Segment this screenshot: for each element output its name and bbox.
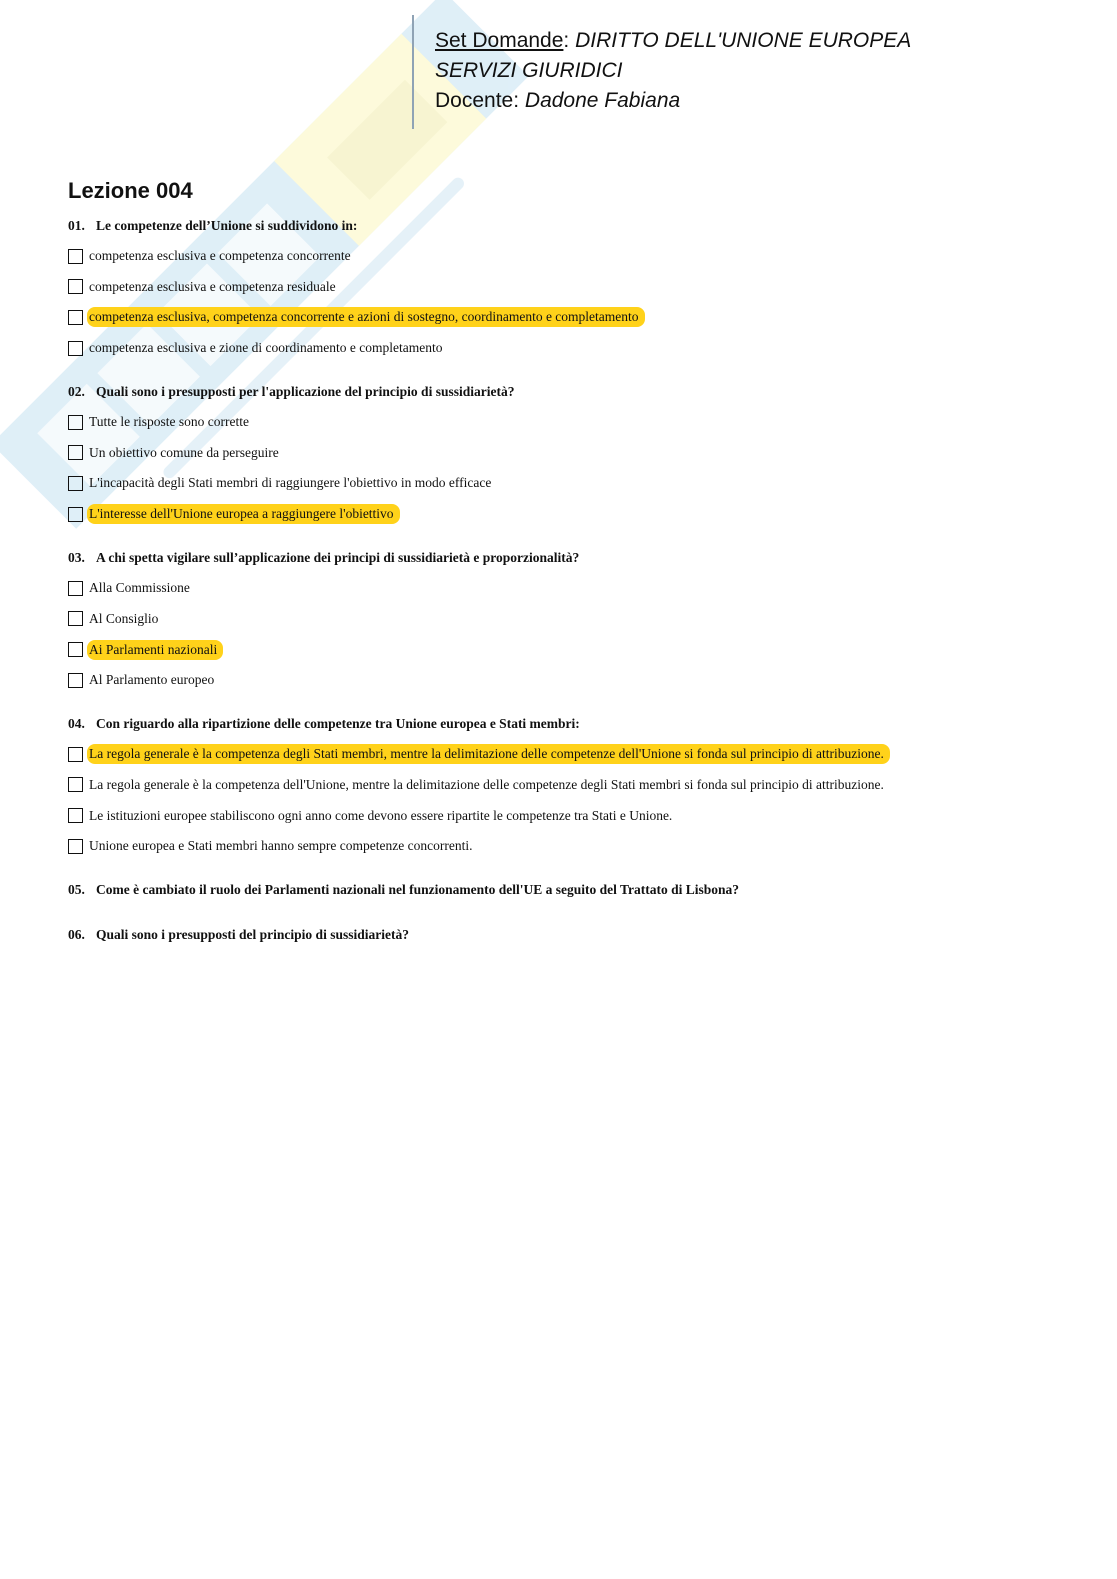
teacher-label: Docente:	[435, 89, 520, 112]
checkbox[interactable]	[68, 279, 83, 294]
question-text	[68, 382, 1068, 402]
checkbox[interactable]	[68, 415, 83, 430]
checkbox[interactable]	[68, 507, 83, 522]
answer-text: competenza esclusiva e competenza residuale	[89, 278, 336, 294]
question-label: Le competenze dell’Unione si suddividono in:	[96, 218, 358, 233]
checkbox[interactable]	[68, 249, 83, 264]
checkbox[interactable]	[68, 445, 83, 460]
answer-option[interactable]	[68, 504, 1068, 524]
answer-text: Al Consiglio	[89, 610, 159, 626]
answer-text: competenza esclusiva e competenza concorrente	[89, 248, 351, 263]
answer-option[interactable]	[68, 246, 1068, 266]
course: SERVIZI GIURIDICI	[435, 59, 623, 82]
question-text	[68, 714, 1068, 734]
answer-option[interactable]	[68, 578, 1068, 598]
answer-text: Al Parlamento europeo	[89, 672, 215, 688]
checkbox[interactable]	[68, 476, 83, 491]
highlighted-answer-text: L'interesse dell'Unione europea a raggiungere l'obiettivo	[87, 504, 400, 524]
question-number: 04.	[68, 716, 85, 732]
answer-option[interactable]	[68, 277, 1068, 297]
checkbox[interactable]	[68, 642, 83, 657]
highlighted-answer-text: La regola generale è la competenza degli Stati membri, mentre la delimitazione delle competenze dell'Unione si fonda sul principio di attribuzione.	[87, 744, 890, 764]
checkbox[interactable]	[68, 839, 83, 854]
question-text	[68, 925, 1068, 945]
question-list	[68, 216, 1068, 970]
lesson-title: Lezione 004	[68, 178, 193, 203]
set-label: Set Domande	[435, 29, 564, 52]
answer-text: L'incapacità degli Stati membri di raggiungere l'obiettivo in modo efficace	[89, 475, 492, 491]
question-label: Come è cambiato il ruolo dei Parlamenti nazionali nel funzionamento dell'UE a seguito del Trattato di Lisbona?	[96, 882, 739, 898]
highlighted-answer-text: Ai Parlamenti nazionali	[87, 640, 223, 660]
question-number: 02.	[68, 384, 85, 400]
document-header: Set Domande: DIRITTO DELL'UNIONE EUROPEA SERVIZI GIURIDICI Docente: Dadone Fabiana	[435, 29, 912, 112]
answer-text: competenza esclusiva e zione di coordinamento e completamento	[89, 340, 443, 356]
question-text	[68, 216, 1068, 236]
answer-option[interactable]	[68, 640, 1068, 660]
answer-option[interactable]	[68, 744, 1068, 764]
answer-text: La regola generale è la competenza dell'Unione, mentre la delimitazione delle competenze degli Stati membri si fonda sul principio di attribuzione.	[89, 776, 884, 792]
question-label: Quali sono i presupposti per l'applicazione del principio di sussidiarietà?	[96, 384, 515, 400]
answer-option[interactable]	[68, 775, 1068, 795]
teacher-name: Dadone Fabiana	[524, 89, 681, 112]
answer-option[interactable]	[68, 836, 1068, 856]
answer-option[interactable]	[68, 670, 1068, 690]
question-number: 05.	[68, 882, 85, 898]
answer-text: Unione europea e Stati membri hanno sempre competenze concorrenti.	[89, 838, 473, 854]
question-number: 01.	[68, 218, 85, 233]
answer-text: Un obiettivo comune da perseguire	[89, 444, 279, 460]
checkbox[interactable]	[68, 673, 83, 688]
question-number: 03.	[68, 550, 85, 566]
question-3	[68, 548, 1068, 690]
subject: DIRITTO DELL'UNIONE EUROPEA	[575, 29, 912, 52]
question-label: A chi spetta vigilare sull’applicazione dei principi di sussidiarietà e proporzionalità?	[96, 550, 580, 566]
question-number: 06.	[68, 927, 85, 943]
answer-text: Tutte le risposte sono corrette	[89, 414, 249, 430]
checkbox[interactable]	[68, 611, 83, 626]
checkbox[interactable]	[68, 341, 83, 356]
question-6	[68, 925, 1068, 945]
question-label: Con riguardo alla ripartizione delle competenze tra Unione europea e Stati membri:	[96, 716, 580, 732]
answer-text: Alla Commissione	[89, 580, 190, 596]
checkbox[interactable]	[68, 808, 83, 823]
question-text	[68, 548, 1068, 568]
checkbox[interactable]	[68, 581, 83, 596]
question-2	[68, 382, 1068, 524]
answer-option[interactable]	[68, 473, 1068, 493]
checkbox[interactable]	[68, 310, 83, 325]
answer-option[interactable]	[68, 443, 1068, 463]
highlighted-answer-text: competenza esclusiva, competenza concorrente e azioni di sostegno, coordinamento e completamento	[87, 307, 645, 327]
question-5	[68, 880, 1068, 900]
question-label: Quali sono i presupposti del principio di sussidiarietà?	[96, 927, 409, 943]
checkbox[interactable]	[68, 777, 83, 792]
answer-option[interactable]	[68, 338, 1068, 358]
answer-text: Le istituzioni europee stabiliscono ogni anno come devono essere ripartite le competenze tra Stati e Unione.	[89, 807, 673, 823]
question-1	[68, 216, 1068, 358]
answer-option[interactable]	[68, 307, 1068, 327]
answer-option[interactable]	[68, 609, 1068, 629]
answer-option[interactable]	[68, 412, 1068, 432]
question-text	[68, 880, 1068, 900]
checkbox[interactable]	[68, 747, 83, 762]
question-4	[68, 714, 1068, 856]
header-divider	[412, 15, 414, 129]
answer-option[interactable]	[68, 806, 1068, 826]
